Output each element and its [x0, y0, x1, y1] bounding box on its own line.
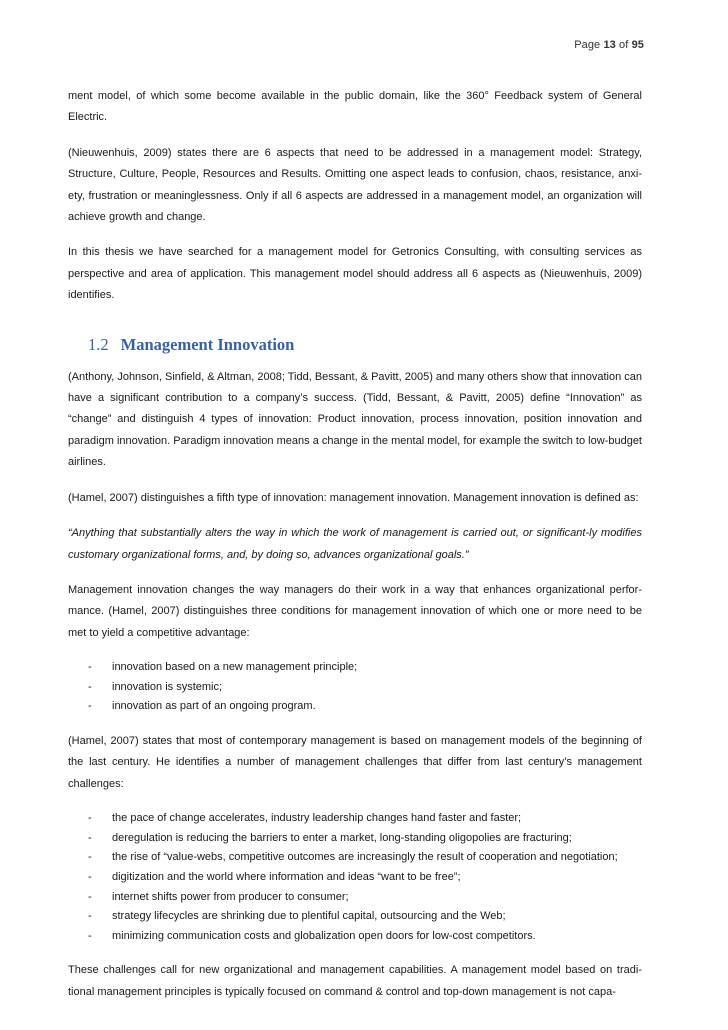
- paragraph: Management innovation changes the way managers do their work in a way that enhances organizational perfor-mance. (Hamel, 2007) distinguishes three conditions for management innovation of which one or more need to be met to yield a competitive advantage:: [68, 583, 642, 639]
- list-item: [68, 907, 642, 927]
- page-prefix: Page: [574, 39, 604, 51]
- list-item: [68, 697, 642, 717]
- list-item-text: deregulation is reducing the barriers to enter a market, long-standing oligopolies are fracturing;: [112, 831, 572, 844]
- list-item-text: innovation based on a new management principle;: [112, 661, 358, 674]
- list-item-text: digitization and the world where information and ideas “want to be free”;: [112, 870, 461, 883]
- dash-bullet: -: [88, 680, 92, 693]
- list-item: [68, 888, 642, 908]
- page-body: [68, 86, 642, 1017]
- list-item-text: minimizing communication costs and globalization open doors for low-cost competitors.: [112, 929, 536, 942]
- list-item-text: innovation as part of an ongoing program.: [112, 700, 316, 713]
- paragraph: (Nieuwenhuis, 2009) states there are 6 aspects that need to be addressed in a management model: Strategy, Structure, Culture, People, Resources and Results. Omitting one aspect leads to confusion, chaos, resistance, anxi-ety, frustration or meaninglessness. Only if all 6 aspects are addressed in a management model, an organization will achieve growth and change.: [68, 146, 642, 224]
- list-item: [68, 927, 642, 947]
- list-item: [68, 829, 642, 849]
- list-item: [68, 658, 642, 678]
- dash-bullet: -: [88, 890, 92, 903]
- section-title: Management Innovation: [120, 334, 295, 354]
- list-item-text: innovation is systemic;: [112, 680, 223, 693]
- list-item: [68, 809, 642, 829]
- list-item: [68, 678, 642, 698]
- list-item-text: strategy lifecycles are shrinking due to plentiful capital, outsourcing and the Web;: [112, 910, 506, 923]
- dash-bullet: -: [88, 831, 92, 844]
- list-item-text: the rise of “value-webs, competitive outcomes are increasingly the result of cooperation and negotiation;: [112, 851, 618, 864]
- dash-bullet: -: [88, 929, 92, 942]
- section-heading: [88, 333, 642, 357]
- dash-bullet: -: [88, 700, 92, 713]
- challenges-list: [68, 809, 642, 946]
- paragraph: ment model, of which some become available in the public domain, like the 360° Feedback system of General Electric.: [68, 90, 642, 124]
- paragraph: (Hamel, 2007) states that most of contemporary management is based on management models of the beginning of the last century. He identifies a number of management challenges that differ from last century’s management challenges:: [68, 734, 642, 790]
- list-item-text: internet shifts power from producer to consumer;: [112, 890, 349, 903]
- paragraph: (Hamel, 2007) distinguishes a fifth type of innovation: management innovation. Management innovation is defined as:: [68, 491, 639, 504]
- list-item: [68, 868, 642, 888]
- page-number: 13: [603, 39, 616, 51]
- paragraph: These challenges call for new organizational and management capabilities. A management model based on tradi-tional management principles is typically focused on command & control and top-down management is not capa-: [68, 964, 642, 998]
- page-of-text: of: [615, 39, 632, 51]
- dash-bullet: -: [88, 870, 92, 883]
- conditions-list: [68, 658, 642, 717]
- dash-bullet: -: [88, 812, 92, 825]
- list-item-text: the pace of change accelerates, industry leadership changes hand faster and faster;: [112, 812, 522, 825]
- dash-bullet: -: [88, 661, 92, 674]
- paragraph: In this thesis we have searched for a management model for Getronics Consulting, with consulting services as perspective and area of application. This management model should address all 6 aspects as (Nieuwenhuis, 2009) identifies.: [68, 246, 642, 302]
- section-number: 1.2: [88, 334, 109, 354]
- page-header: [574, 39, 644, 51]
- dash-bullet: -: [88, 851, 92, 864]
- paragraph: (Anthony, Johnson, Sinfield, & Altman, 2008; Tidd, Bessant, & Pavitt, 2005) and many others show that innovation can have a significant contribution to a company’s success. (Tidd, Bessant, & Pavitt, 2005) define “Innovation” as “change” and distinguish 4 types of innovation: Product innovation, process innovation, position innovation and paradigm innovation. Paradigm innovation means a change in the mental model, for example the switch to low-budget airlines.: [68, 370, 642, 469]
- list-item: [68, 848, 642, 868]
- dash-bullet: -: [88, 910, 92, 923]
- total-pages: 95: [631, 39, 644, 51]
- block-quote: “Anything that substantially alters the way in which the work of management is carried out, or significant-ly modifies customary organizational forms, and, by doing so, advances organizational goals.”: [68, 527, 642, 561]
